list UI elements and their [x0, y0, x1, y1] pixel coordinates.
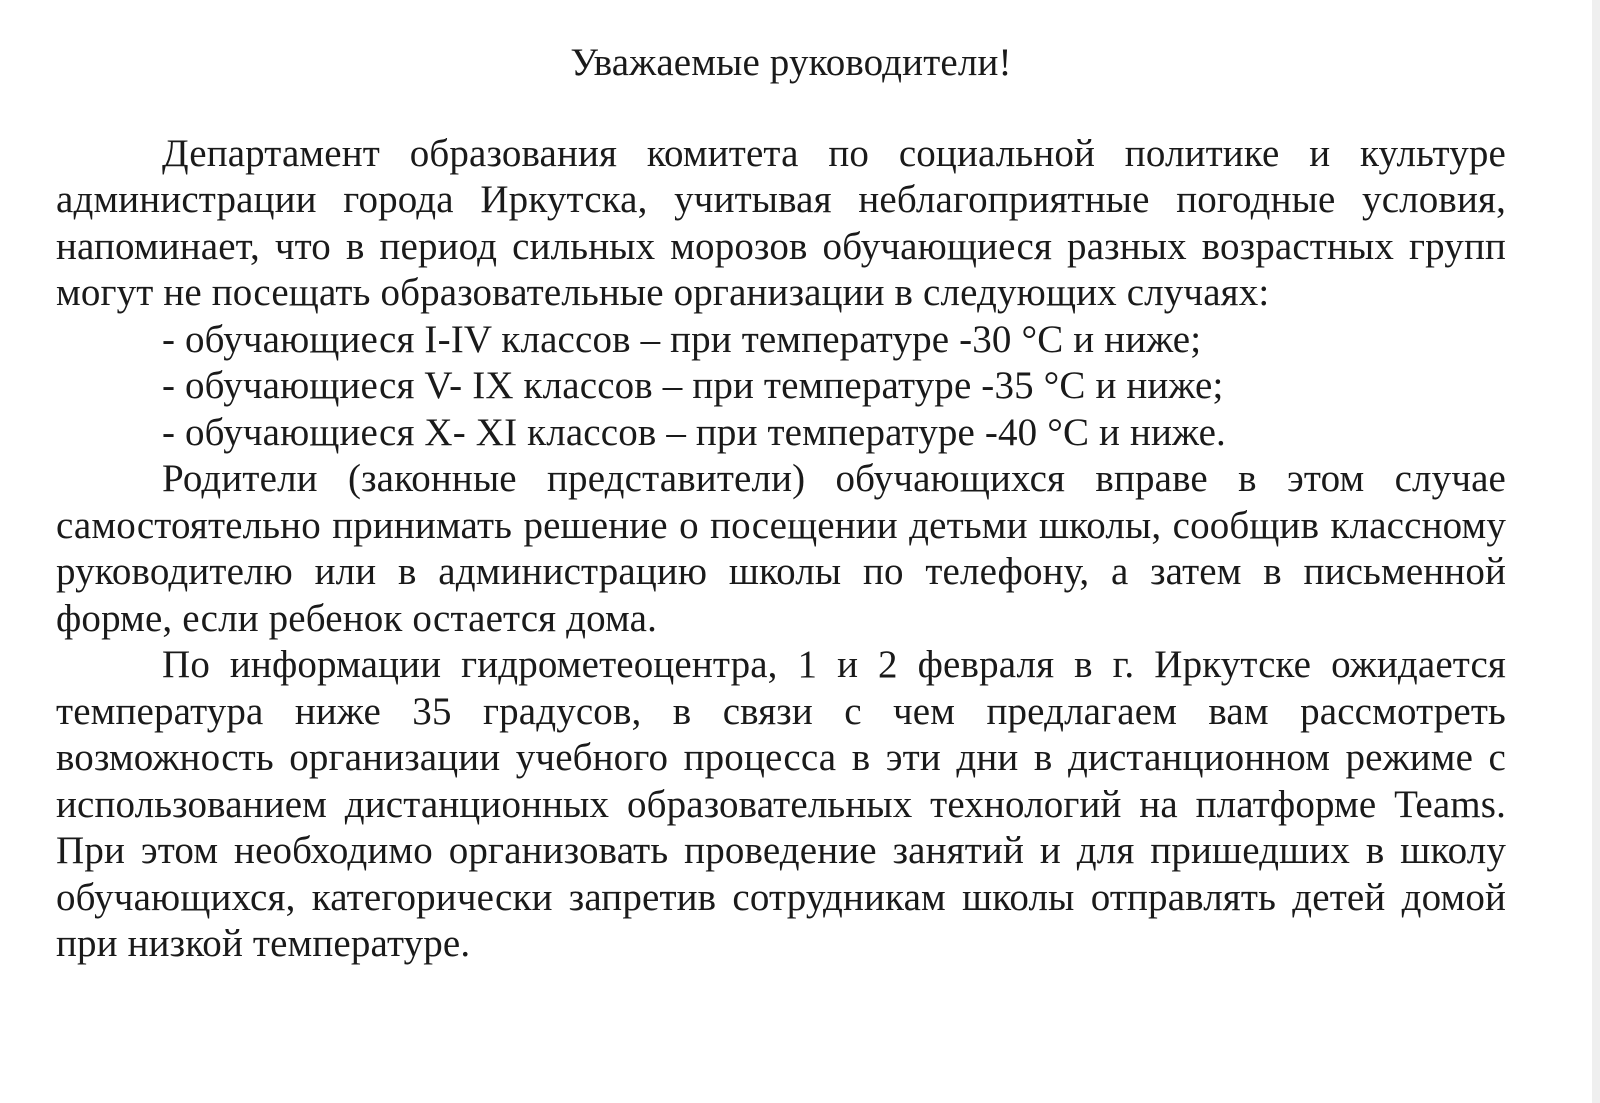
document-page — [56, 40, 1506, 968]
forecast-paragraph: По информации гидрометеоцентра, 1 и 2 февраля в г. Иркутске ожидается температура ниже 35 градусов, в связи с чем предлагаем вам рассмотреть возможность организации учебного процесса в эти дни в дистанционном режиме с использованием дистанционных образовательных технологий на платформе Teams. При этом необходимо организовать проведение занятий и для пришедших в школу обучающихся, категорически запретив сотрудникам школы отправлять детей домой при низкой температуре. — [56, 643, 1506, 965]
list-item: - обучающиеся X- XI классов – при температуре -40 °С и ниже. — [162, 410, 1226, 454]
scrollbar-track[interactable] — [1592, 0, 1600, 1103]
document-title: Уважаемые руководители! — [570, 41, 1012, 84]
list-item: - обучающиеся I-IV классов – при температуре -30 °С и ниже; — [162, 317, 1202, 361]
intro-paragraph: Департамент образования комитета по социальной политике и культуре администрации города Иркутска, учитывая неблагоприятные погодные условия, напоминает, что в период сильных морозов обучающиеся разных возрастных групп могут не посещать образовательные организации в следующих случаях: — [56, 131, 1506, 314]
parents-paragraph: Родители (законные представители) обучающихся вправе в этом случае самостоятельно принимать решение о посещении детьми школы, сообщив классному руководителю или в администрацию школы по телефону, а затем в письменной форме, если ребенок остается дома. — [56, 457, 1506, 640]
list-item: - обучающиеся V- IX классов – при температуре -35 °С и ниже; — [162, 364, 1224, 407]
